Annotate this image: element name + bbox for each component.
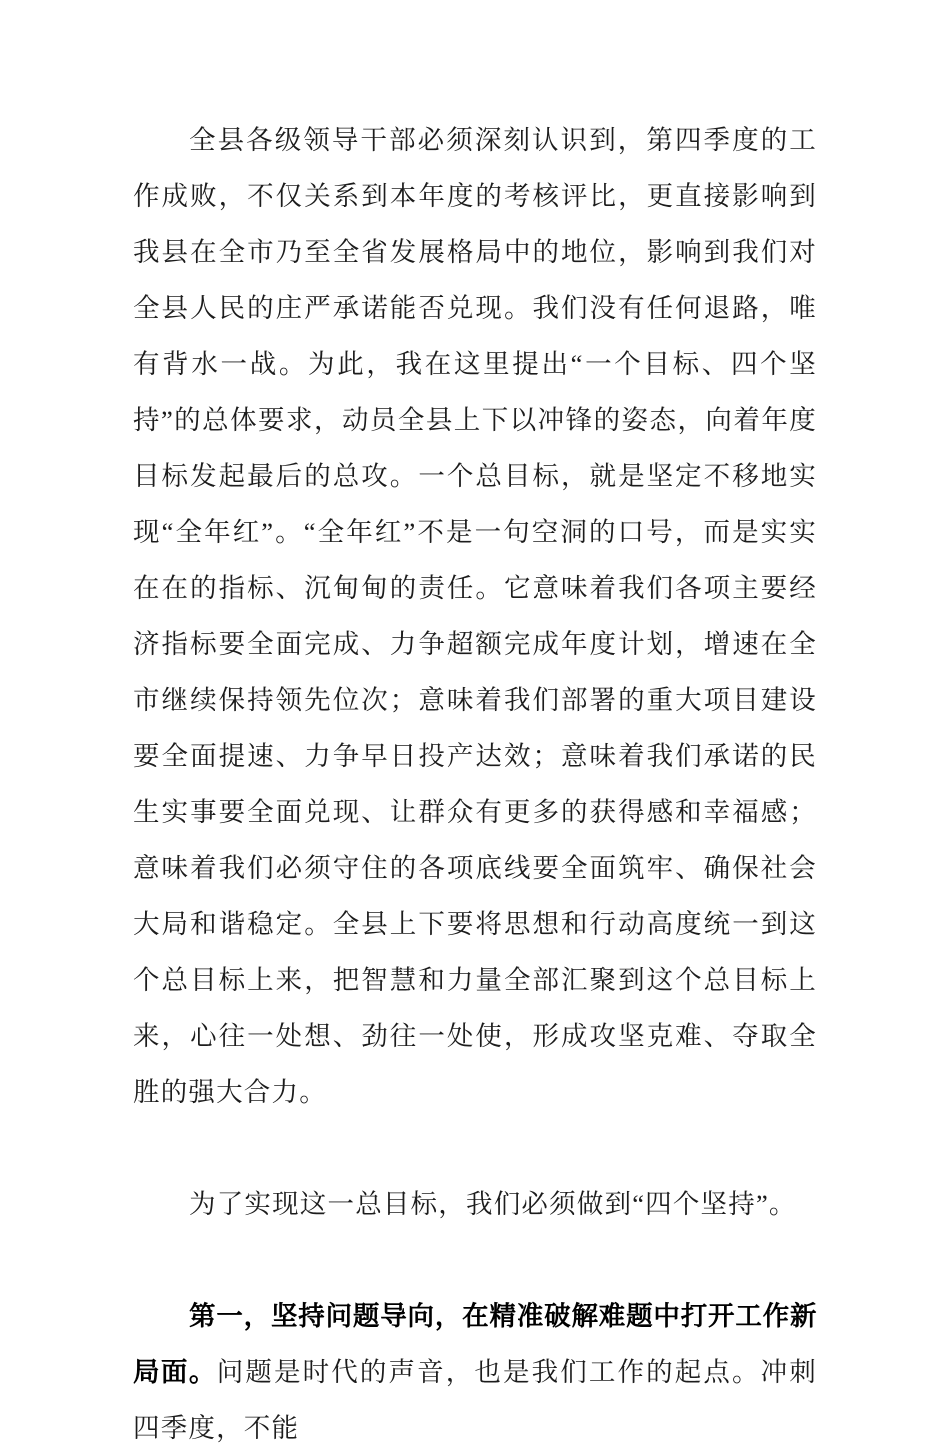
paragraph-spacer-2 xyxy=(133,1232,817,1288)
paragraph-spacer xyxy=(133,1120,817,1176)
paragraph-2: 为了实现这一总目标，我们必须做到“四个坚持”。 xyxy=(189,1189,797,1219)
paragraph-3 xyxy=(133,1288,817,1456)
paragraph-1: 全县各级领导干部必须深刻认识到，第四季度的工作成败，不仅关系到本年度的考核评比，更直接影响到我县在全市乃至全省发展格局中的地位，影响到我们对全县人民的庄严承诺能否兑现。我们没有任何退路，唯有背水一战。为此，我在这里提出“一个目标、四个坚持”的总体要求，动员全县上下以冲锋的姿态，向着年度目标发起最后的总攻。一个总目标，就是坚定不移地实现“全年红”。“全年红”不是一句空洞的口号，而是实实在在的指标、沉甸甸的责任。它意味着我们各项主要经济指标要全面完成、力争超额完成年度计划，增速在全市继续保持领先位次；意味着我们部署的重大项目建设要全面提速、力争早日投产达效；意味着我们承诺的民生实事要全面兑现、让群众有更多的获得感和幸福感；意味着我们必须守住的各项底线要全面筑牢、确保社会大局和谐稳定。全县上下要将思想和行动高度统一到这个总目标上来，把智慧和力量全部汇聚到这个总目标上来，心往一处想、劲往一处使，形成攻坚克难、夺取全胜的强大合力。 xyxy=(133,125,817,1107)
paragraph-3-body-run: 问题是时代的声音，也是我们工作的起点。冲刺四季度，不能 xyxy=(133,1357,817,1443)
document-body xyxy=(133,112,817,1456)
emphasis-heading-run: 第一，坚持问题导向，在精准破解难题中打开工作新局面。 xyxy=(133,1301,817,1387)
